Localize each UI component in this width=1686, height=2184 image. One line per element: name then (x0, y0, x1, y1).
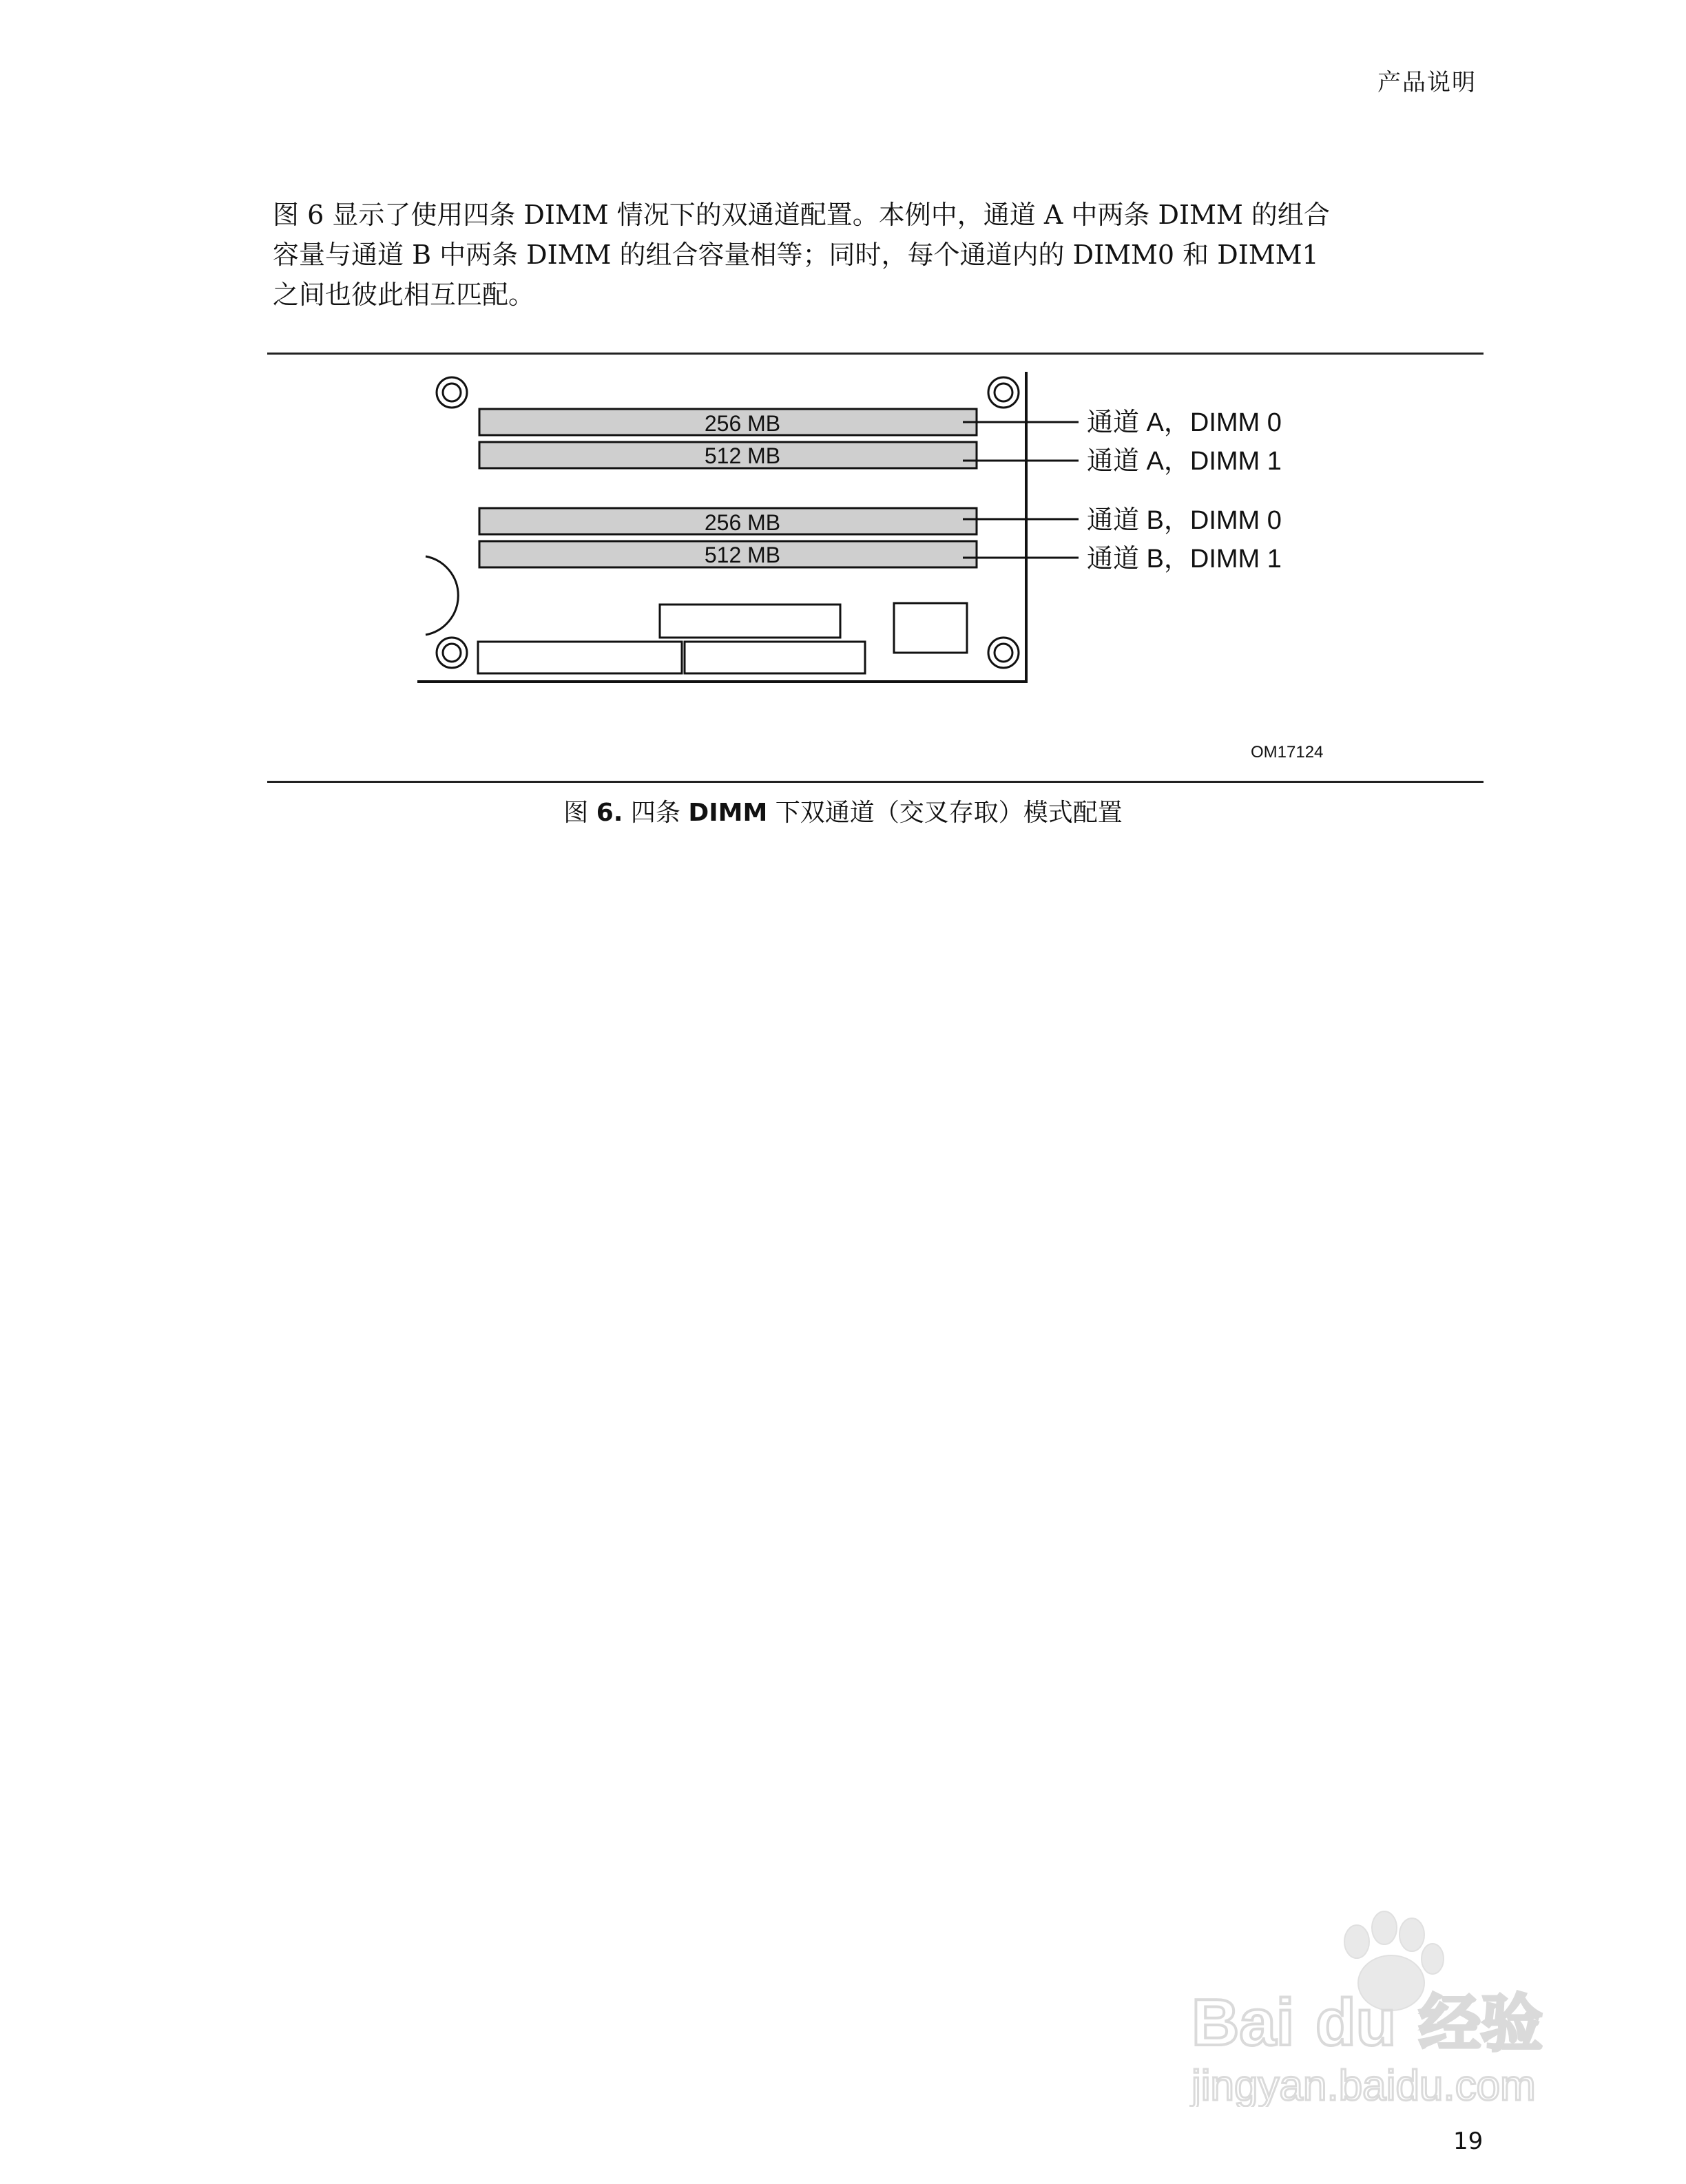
svg-text:经验: 经验 (1419, 1990, 1543, 2059)
figure-code: OM17124 (1251, 743, 1324, 762)
page-number: 19 (1453, 2128, 1484, 2155)
caption-text: 下双通道（交叉存取）模式配置 (767, 799, 1123, 827)
board-arc (426, 556, 458, 635)
mounting-hole (988, 638, 1019, 668)
svg-text:jingyan.baidu.com: jingyan.baidu.com (1191, 2062, 1536, 2107)
figure-caption (0, 793, 1686, 828)
mounting-hole (437, 377, 467, 408)
svg-text:du: du (1315, 1986, 1397, 2059)
figure-bottom-rule (267, 781, 1484, 783)
dimm-slot-b1 (479, 541, 977, 567)
intro-line: 容量与通道 B 中两条 DIMM 的组合容量相等；同时，每个通道内的 DIMM0 和 DIMM1 (273, 240, 1319, 270)
caption-text: 四条 (623, 799, 689, 827)
channel-label: 通道 A，DIMM 1 (1087, 447, 1282, 476)
intro-line: 之间也彼此相互匹配。 (273, 280, 535, 310)
slot-size-label: 256 MB (704, 411, 781, 436)
board-connector (660, 605, 840, 638)
board-slot (478, 642, 682, 673)
svg-text:Bai: Bai (1191, 1986, 1295, 2059)
channel-label: 通道 B，DIMM 1 (1087, 545, 1282, 574)
channel-label: 通道 B，DIMM 0 (1087, 506, 1282, 535)
baidu-watermark (1185, 1900, 1577, 2107)
channel-label: 通道 A，DIMM 0 (1087, 408, 1282, 437)
mounting-hole (437, 638, 467, 668)
slot-size-label: 512 MB (704, 543, 781, 567)
intro-line: 图 6 显示了使用四条 DIMM 情况下的双通道配置。本例中，通道 A 中两条 DIMM 的组合 (273, 200, 1330, 230)
dimm-slot-b0 (479, 508, 977, 535)
dimm-slot-a0 (479, 409, 977, 436)
caption-dimm: DIMM (688, 799, 768, 827)
mounting-hole (988, 377, 1019, 408)
board-slot (685, 642, 865, 673)
slot-size-label: 256 MB (704, 510, 781, 535)
dimm-slot-a1 (479, 442, 977, 468)
caption-prefix: 图 (563, 799, 596, 827)
running-header: 产品说明 (1377, 69, 1477, 96)
slot-size-label: 512 MB (704, 443, 781, 468)
caption-number: 6. (596, 799, 623, 827)
baidu-paw-logo (1185, 1900, 1577, 2107)
board-chip (894, 603, 967, 653)
